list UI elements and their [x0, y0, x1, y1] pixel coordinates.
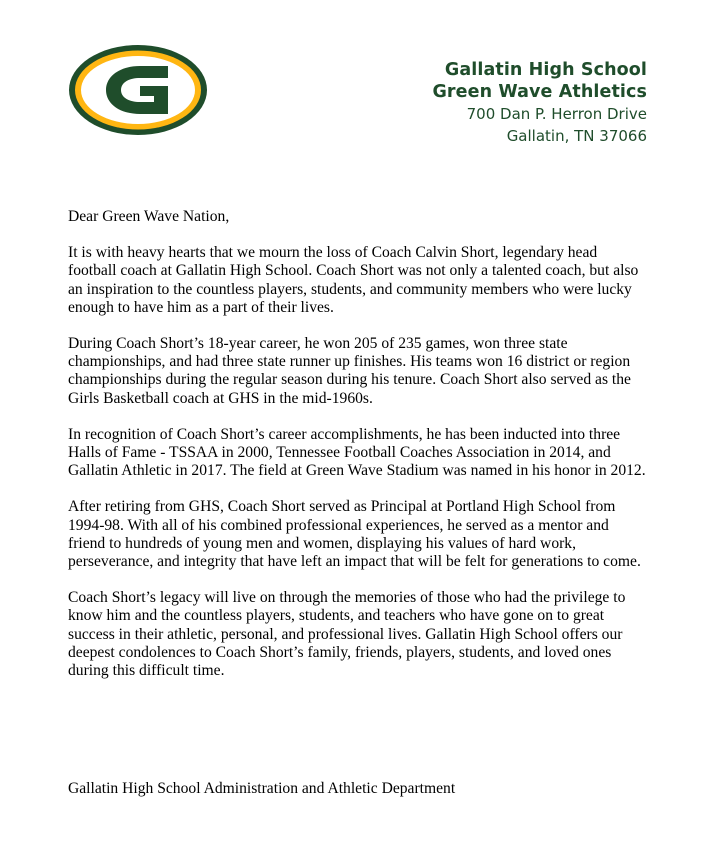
paragraph: In recognition of Coach Short’s career accomplishments, he has been inducted into three Halls of Fame - TSSAA in 2000, Tennessee Football Coaches Association in 2014, and Gallatin Athletic in 2017. The field at Green Wave Stadium was named in his honor in 2012.	[68, 425, 646, 480]
signature: Gallatin High School Administration and Athletic Department	[68, 780, 456, 797]
paragraph: During Coach Short’s 18-year career, he won 205 of 235 games, won three state championships, and had three state runner up finishes. His teams won 16 district or region championships during the regular season during his tenure. Coach Short also served as the Girls Basketball coach at GHS in the mid-1960s.	[68, 335, 631, 407]
paragraph: Coach Short’s legacy will live on through the memories of those who had the privilege to know him and the countless players, students, and teachers who have gone on to great success in their athletic, personal, and professional lives. Gallatin High School offers our deepest condolences to Coach Short’s family, friends, players, students, and loved ones during this difficult time.	[68, 589, 626, 680]
address-line-2: Gallatin, TN 37066	[506, 127, 647, 145]
department-name: Green Wave Athletics	[432, 82, 647, 102]
paragraph: After retiring from GHS, Coach Short served as Principal at Portland High School from 1994-98. With all of his combined professional experiences, he served as a mentor and friend to hundreds of young men and women, displaying his values of hard work, perseverance, and integrity that have left an impact that will be felt for generations to come.	[68, 498, 641, 571]
greeting: Dear Green Wave Nation,	[68, 208, 230, 225]
school-name: Gallatin High School	[444, 60, 647, 80]
address-line-1: 700 Dan P. Herron Drive	[466, 105, 647, 123]
paragraph: It is with heavy hearts that we mourn the loss of Coach Calvin Short, legendary head football coach at Gallatin High School. Coach Short was not only a talented coach, but also an inspiration to the countless players, students, and community members who were lucky enough to have him as a part of their lives.	[68, 244, 639, 316]
school-logo-g-icon	[68, 44, 208, 136]
letterhead	[432, 59, 647, 147]
letter-body	[68, 208, 648, 698]
